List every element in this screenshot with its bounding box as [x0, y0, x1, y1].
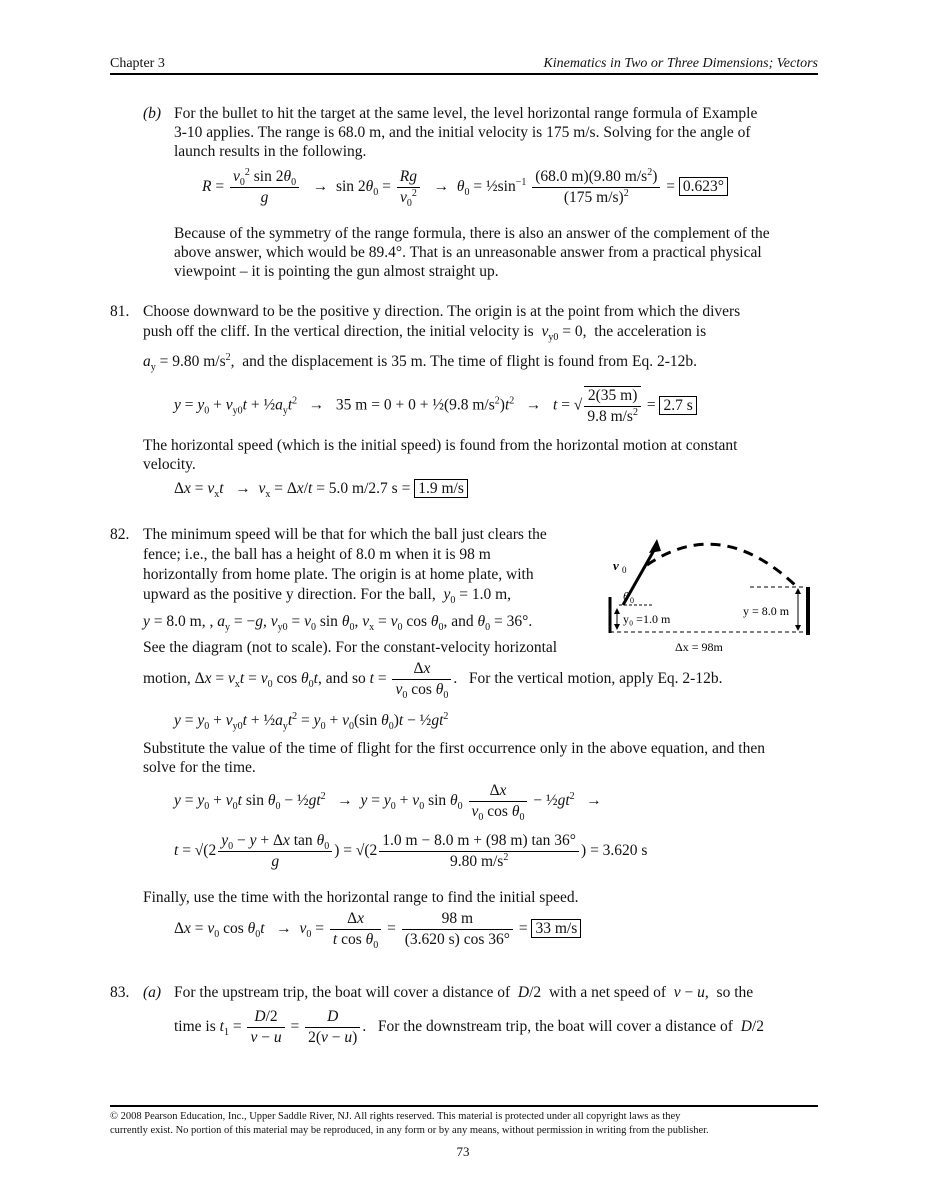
p82-vertical-equation: $y = y_0 + v_{y0}t$ + $\frac{1}{2}a_yt^2 = y_0 + v_0(\sin$ $\theta_0)t$ − $\frac{1}{2}gt^2$: [174, 710, 449, 733]
chapter-title: Kinematics in Two or Three Dimensions; Vectors: [543, 56, 818, 71]
p81-line-3: $a_y = 9.80$ $m/s^2$, and the displacement is 35 m. The time of flight is found from Eq. 2-12b.: [143, 351, 697, 374]
part-label-b: (b): [143, 105, 162, 122]
trajectory-path: [647, 544, 795, 585]
p82-line-5: See the diagram (not to scale). For the constant-velocity horizontal: [143, 639, 558, 656]
part-label-a: (a): [143, 984, 162, 1001]
p83-line-1b-text: with a net speed of: [548, 984, 667, 1001]
problem-number-81: 81.: [110, 303, 130, 320]
p80b-after-2: above answer, which would be 89.4°. That is an unreasonable answer from a practical physical: [174, 244, 762, 261]
p82-knowns: y = 8.0 m, , $a_y = -g$, $v_{y0} = v_0$ $\sin \theta_0$, $v_x = v_0$ $\cos \theta_0$, and $\theta_0 = 36^\circ$.: [143, 613, 533, 634]
p82-horizontal-motion: motion, $\Delta x = v_xt = v_0$ $\cos \theta_0t$, and so t = $\frac{\Delta x}{v_0 \cos \theta_0}$ . For the vertical motion, apply Eq. 2-12b.: [143, 660, 723, 702]
p83-line-2: time is $t_1$ = $\frac{D/2}{v - u}$ = $\frac{D}{2(v - u)}$ . For the downstream trip, the boat will cover a distance of D/2: [174, 1008, 764, 1046]
dx-label: Δx = 98m: [675, 640, 723, 654]
p83-line-1: For the upstream trip, the boat will cover a distance of D/2 with a net speed of v − u, so the: [174, 984, 754, 1001]
projectile-diagram: [605, 525, 820, 655]
p80b-line-3: launch results in the following.: [174, 143, 367, 160]
p81-mid-2: velocity.: [143, 456, 196, 473]
p80b-after-1: Because of the symmetry of the range formula, there is also an answer of the complement of the: [174, 225, 770, 242]
p81-line-1: Choose downward to be the positive y direction. The origin is at the point from which the divers: [143, 303, 741, 320]
v0-label: v: [613, 558, 619, 573]
p82-line-7: For the vertical motion, apply Eq. 2-12b.: [468, 670, 723, 688]
p83-line-2b-text: For the downstream trip, the boat will cover a distance of: [377, 1018, 733, 1036]
p82-sub-2: solve for the time.: [143, 759, 256, 776]
y-label: y = 8.0 m: [743, 604, 790, 618]
answer-box-time: 2.7 s: [659, 396, 696, 415]
p82-line-4-text: upward as the positive y direction. For the ball,: [143, 586, 436, 603]
p82-sub-3: Finally, use the time with the horizontal range to find the initial speed.: [143, 889, 579, 906]
p81-line-2-text: push off the cliff. In the vertical direction, the initial velocity is: [143, 323, 534, 340]
p82-time-result: = 3.620 s: [590, 842, 648, 860]
p82-line-2: fence; i.e., the ball has a height of 8.0 m when it is 98 m: [143, 546, 491, 563]
answer-box-v0: 33 m/s: [531, 919, 581, 938]
p83-line-1-text: For the upstream trip, the boat will cover a distance of: [174, 984, 511, 1001]
problem-number-83: 83.: [110, 984, 130, 1001]
v0-subscript: 0: [622, 565, 627, 575]
range-equation: R = $\frac{v_0^2 \sin 2\theta_0}{g}$ → $\sin 2\theta_0$ = $\frac{Rg}{v_0^2}$ → $\theta_0$ = $\frac{1}{2}\sin^{-1}$ $\frac{(68.0 m)(9.80 m/s^2)}{(175 m/s)^2}$ = 0.623°: [202, 168, 728, 207]
p81-mid-1: The horizontal speed (which is the initial speed) is found from the horizontal motion at constant: [143, 437, 738, 454]
footer-rule: [110, 1105, 818, 1107]
page-number: 73: [456, 1144, 470, 1159]
p82-line-4: upward as the positive y direction. For the ball, $y_0 = 1.0$ m,: [143, 586, 512, 607]
chapter-label: Chapter 3: [110, 56, 165, 71]
p82-substitution-equation: $y = y_0 + v_0t$ $\sin \theta_0$ − $\frac{1}{2}gt^2 \to y = y_0 + v_0$ $\sin \theta_0$ $\frac{\Delta x}{v_0 \cos \theta_0}$ − $\frac{1}{2}gt^2$ →: [174, 782, 602, 824]
copyright-line-1: © 2008 Pearson Education, Inc., Upper Saddle River, NJ. All rights reserved. This material is protected under all copyright laws as they: [110, 1111, 681, 1122]
p82-line-1: The minimum speed will be that for which the ball just clears the: [143, 526, 547, 543]
p82-sub-1: Substitute the value of the time of flight for the first occurrence only in the above equation, and then: [143, 740, 765, 757]
p82-time-equation: t = √(2 $\frac{y_0 - y + \Delta x \tan \theta_0}{g}$ ) = √(2 $\frac{1.0 m - 8.0 m + (98 m) \tan 36^\circ}{9.80 m/s^2}$ ) = 3.620 s: [174, 832, 648, 870]
p81-line-2: push off the cliff. In the vertical direction, the initial velocity is $v_{y0} = 0$, the acceleration is: [143, 323, 707, 344]
p83-line-1c-text: so the: [716, 984, 754, 1001]
p82-line-6: motion,: [143, 670, 191, 688]
p81-speed-equation: $\Delta x = v_xt \to v_x = \Delta x/t = 5.0$ m/2.7 s = 1.9 m/s: [174, 480, 468, 498]
velocity-arrowhead: [649, 539, 661, 553]
y0-label: y₀ =1.0 m: [623, 612, 671, 626]
running-header: [110, 56, 818, 74]
p80b-after-3: viewpoint – it is pointing the gun almost straight up.: [174, 263, 499, 280]
copyright-line-2: currently exist. No portion of this material may be reproduced, in any form or by any means, without permission in writing from the publisher.: [110, 1125, 709, 1136]
p82-speed-equation: $\Delta x = v_0$ $\cos \theta_0t \to v_0$ = $\frac{\Delta x}{t \cos \theta_0}$ = $\frac{98 m}{(3.620 s) \cos 36^\circ}$ = 33 m/s: [174, 910, 581, 949]
p82-line-3: horizontally from home plate. The origin is at home plate, with: [143, 566, 534, 583]
theta-subscript: 0: [630, 596, 634, 605]
answer-box-speed: 1.9 m/s: [414, 479, 468, 498]
answer-box-angle: 0.623°: [679, 177, 728, 196]
p81-line-3-text: and the displacement is 35 m. The time of flight is found from Eq. 2-12b.: [242, 353, 697, 370]
p83-line-2-text: time is: [174, 1018, 216, 1036]
theta-label: θ: [623, 589, 629, 603]
p81-line-2-accel: the acceleration is: [594, 323, 707, 340]
p80b-line-1: For the bullet to hit the target at the same level, the level horizontal range formula of Example: [174, 105, 758, 122]
p80b-line-2: 3-10 applies. The range is 68.0 m, and the initial velocity is 175 m/s. Solving for the angle of: [174, 124, 751, 141]
header-rule: [110, 73, 818, 75]
p81-time-equation: $y = y_0 + v_{y0}t$ + $\frac{1}{2}a_yt^2 \to 35$ m = 0 + 0 + ½(9.8 $m/s^2)t^2 \to t$ = √ $\frac{2(35 m)}{9.8 m/s^2}$ = 2.7 s: [174, 386, 697, 426]
problem-number-82: 82.: [110, 526, 130, 543]
